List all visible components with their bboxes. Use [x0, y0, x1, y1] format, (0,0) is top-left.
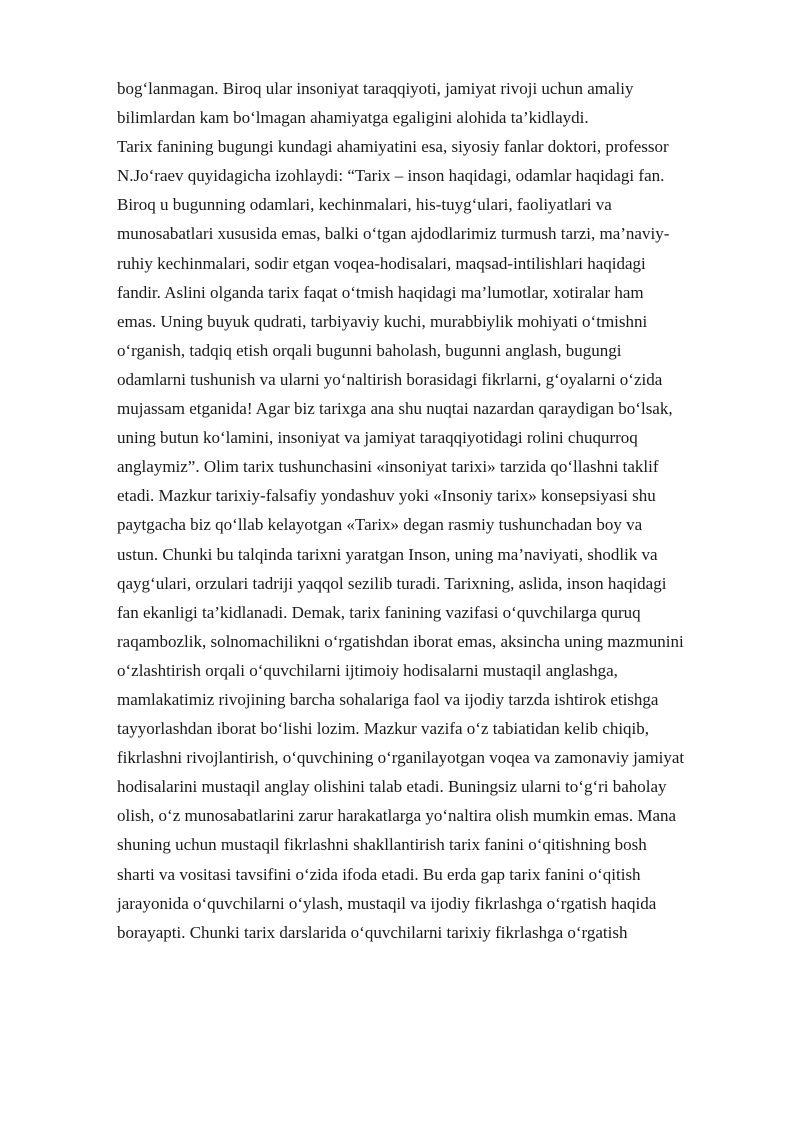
text-line: fandir. Aslini olganda tarix faqat o‘tmish haqidagi ma’lumotlar, xotiralar ham	[117, 282, 644, 302]
text-line: ustun. Chunki bu talqinda tarixni yaratgan Inson, uning ma’naviyati, shodlik va	[117, 544, 658, 564]
text-line: odamlarni tushunish va ularni yo‘naltirish borasidagi fikrlarni, g‘oyalarni o‘zida	[117, 369, 663, 389]
text-line: munosabatlari xususida emas, balki o‘tgan ajdodlarimiz turmush tarzi, ma’naviy-	[117, 224, 670, 244]
text-line: hodisalarini mustaqil anglay olishini talab etadi. Buningsiz ularni to‘g‘ri baholay	[117, 777, 667, 797]
text-line: etadi. Mazkur tarixiy-falsafiy yondashuv yoki «Insoniy tarix» konsepsiyasi shu	[117, 486, 656, 506]
text-line: ruhiy kechinmalari, sodir etgan voqea-hodisalari, maqsad-intilishlari haqidagi	[117, 253, 646, 273]
text-line: qayg‘ulari, orzulari tadriji yaqqol sezilib turadi. Tarixning, aslida, inson haqidagi	[117, 573, 667, 593]
text-line: raqambozlik, solnomachilikni o‘rgatishdan iborat emas, aksincha uning mazmunini	[117, 631, 684, 651]
text-line: fan ekanligi ta’kidlanadi. Demak, tarix fanining vazifasi o‘quvchilarga quruq	[117, 602, 641, 622]
text-line: bilimlardan kam bo‘lmagan ahamiyatga egaligini alohida ta’kidlaydi.	[117, 108, 589, 128]
text-line: sharti va vositasi tavsifini o‘zida ifoda etadi. Bu erda gap tarix fanini o‘qitish	[117, 864, 641, 884]
text-line: mujassam etganida! Agar biz tarixga ana shu nuqtai nazardan qaraydigan bo‘lsak,	[117, 399, 673, 419]
text-line: borayapti. Chunki tarix darslarida o‘quvchilarni tarixiy fikrlashga o‘rgatish	[117, 922, 628, 942]
text-line: jarayonida o‘quvchilarni o‘ylash, mustaqil va ijodiy fikrlashga o‘rgatish haqida	[117, 893, 657, 913]
text-line: o‘rganish, tadqiq etish orqali bugunni baholash, bugunni anglash, bugungi	[117, 340, 622, 360]
text-line: mamlakatimiz rivojining barcha sohalariga faol va ijodiy tarzda ishtirok etishga	[117, 689, 659, 709]
text-line: emas. Uning buyuk qudrati, tarbiyaviy kuchi, murabbiylik mohiyati o‘tmishni	[117, 311, 648, 331]
body-text	[117, 74, 757, 947]
text-line: shuning uchun mustaqil fikrlashni shakllantirish tarix fanini o‘qitishning bosh	[117, 835, 647, 855]
text-line: paytgacha biz qo‘llab kelayotgan «Tarix» degan rasmiy tushunchadan boy va	[117, 515, 643, 535]
text-line: bog‘lanmagan. Biroq ular insoniyat taraqqiyoti, jamiyat rivoji uchun amaliy	[117, 79, 634, 98]
text-line: Tarix fanining bugungi kundagi ahamiyatini esa, siyosiy fanlar doktori, professor	[117, 137, 669, 157]
text-line: anglaymiz”. Olim tarix tushunchasini «insoniyat tarixi» tarzida qo‘llashni taklif	[117, 457, 659, 477]
text-line: o‘zlashtirish orqali o‘quvchilarni ijtimoiy hodisalarni mustaqil anglashga,	[117, 660, 618, 680]
text-line: N.Jo‘raev quyidagicha izohlaydi: “Tarix – inson haqidagi, odamlar haqidagi fan.	[117, 166, 665, 186]
text-line: olish, o‘z munosabatlarini zarur harakatlarga yo‘naltira olish mumkin emas. Mana	[117, 806, 677, 826]
text-line: uning butun ko‘lamini, insoniyat va jamiyat taraqqiyotidagi rolini chuqurroq	[117, 428, 638, 448]
text-line: tayyorlashdan iborat bo‘lishi lozim. Mazkur vazifa o‘z tabiatidan kelib chiqib,	[117, 719, 650, 739]
text-line: Biroq u bugunning odamlari, kechinmalari, his-tuyg‘ulari, faoliyatlari va	[117, 195, 612, 215]
text-line: fikrlashni rivojlantirish, o‘quvchining o‘rganilayotgan voqea va zamonaviy jamiyat	[117, 748, 685, 768]
